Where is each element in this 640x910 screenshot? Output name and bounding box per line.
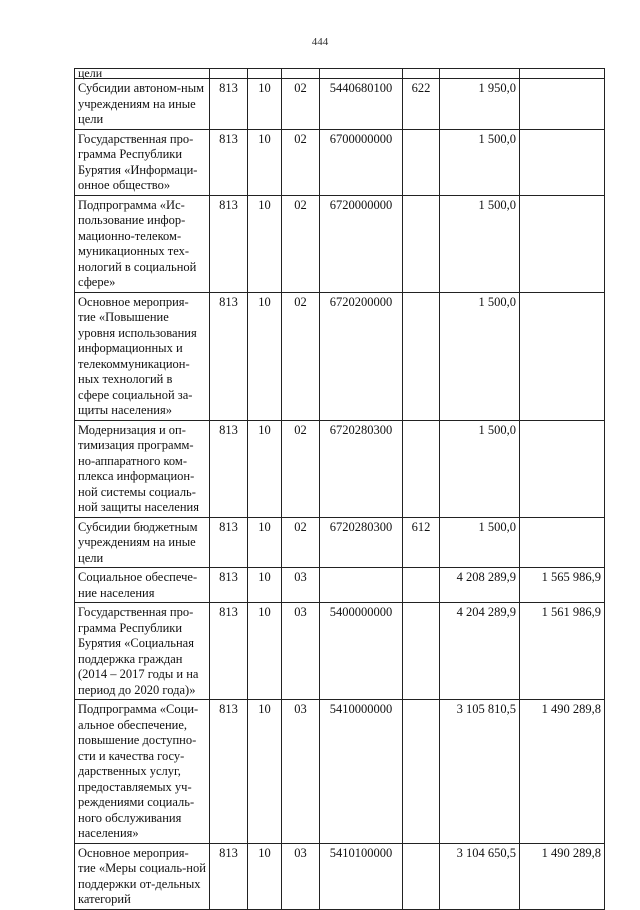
table-row [75, 700, 605, 844]
code-vr [403, 69, 440, 79]
amount-year-1 [440, 69, 520, 79]
code-rz: 10 [248, 603, 282, 700]
code-vr [403, 603, 440, 700]
code-pr: 02 [282, 517, 320, 568]
code-vr: 612 [403, 517, 440, 568]
code-rz: 10 [248, 843, 282, 909]
code-csr: 6720280300 [320, 420, 403, 517]
code-rz: 10 [248, 195, 282, 292]
code-vr [403, 195, 440, 292]
row-name: Социальное обеспече-ние населения [75, 568, 210, 603]
row-name: Основное мероприя-тие «Меры социаль-ной поддержки от-дельных категорий [75, 843, 210, 909]
amount-year-2: 1 565 986,9 [520, 568, 605, 603]
budget-table [74, 68, 605, 910]
code-gr: 813 [210, 843, 248, 909]
code-csr: 6720280300 [320, 517, 403, 568]
amount-year-1: 4 208 289,9 [440, 568, 520, 603]
amount-year-2 [520, 69, 605, 79]
table-row [75, 129, 605, 195]
amount-year-1: 4 204 289,9 [440, 603, 520, 700]
table-row [75, 69, 605, 79]
amount-year-2 [520, 79, 605, 130]
table-row [75, 79, 605, 130]
code-pr: 03 [282, 568, 320, 603]
code-rz: 10 [248, 568, 282, 603]
row-name: Подпрограмма «Ис-пользование инфор-мационно-телеком-муникационных тех-нологий в социальной сфере» [75, 195, 210, 292]
amount-year-1: 3 105 810,5 [440, 700, 520, 844]
code-gr: 813 [210, 420, 248, 517]
row-name: Основное мероприя-тие «Повышение уровня использования информационных и телекоммуникацион-ных технологий в сфере социальной за-щиты населения» [75, 292, 210, 420]
code-vr: 622 [403, 79, 440, 130]
amount-year-1: 1 950,0 [440, 79, 520, 130]
code-pr: 03 [282, 843, 320, 909]
row-name: Модернизация и оп-тимизация программ-но-аппаратного ком-плекса информацион-ной системы социаль-ной защиты населения [75, 420, 210, 517]
code-gr: 813 [210, 700, 248, 844]
code-gr: 813 [210, 79, 248, 130]
row-name: Государственная про-грамма Республики Бурятия «Информаци-онное общество» [75, 129, 210, 195]
code-csr: 5410000000 [320, 700, 403, 844]
table-row [75, 292, 605, 420]
code-pr: 02 [282, 79, 320, 130]
code-vr [403, 420, 440, 517]
table-row [75, 843, 605, 909]
amount-year-1: 1 500,0 [440, 420, 520, 517]
code-csr: 6720200000 [320, 292, 403, 420]
table-row [75, 568, 605, 603]
code-rz: 10 [248, 700, 282, 844]
amount-year-2 [520, 195, 605, 292]
code-csr: 6720000000 [320, 195, 403, 292]
code-rz: 10 [248, 420, 282, 517]
amount-year-2 [520, 129, 605, 195]
code-pr: 02 [282, 195, 320, 292]
code-vr [403, 843, 440, 909]
code-gr: 813 [210, 603, 248, 700]
code-gr: 813 [210, 517, 248, 568]
code-gr: 813 [210, 129, 248, 195]
row-name: Подпрограмма «Соци-альное обеспечение, повышение доступно-сти и качества госу-дарственных услуг, предоставляемых уч-реждениями социаль-ного обслуживания населения» [75, 700, 210, 844]
code-rz: 10 [248, 129, 282, 195]
code-gr: 813 [210, 292, 248, 420]
table-row [75, 195, 605, 292]
amount-year-2: 1 561 986,9 [520, 603, 605, 700]
code-rz [248, 69, 282, 79]
amount-year-1: 3 104 650,5 [440, 843, 520, 909]
amount-year-2 [520, 420, 605, 517]
code-pr: 03 [282, 603, 320, 700]
row-name: Субсидии бюджетным учреждениям на иные цели [75, 517, 210, 568]
amount-year-1: 1 500,0 [440, 129, 520, 195]
table-row [75, 420, 605, 517]
code-csr: 5400000000 [320, 603, 403, 700]
amount-year-1: 1 500,0 [440, 195, 520, 292]
code-pr: 02 [282, 292, 320, 420]
code-vr [403, 292, 440, 420]
code-csr: 6700000000 [320, 129, 403, 195]
row-name: Субсидии автоном-ным учреждениям на иные цели [75, 79, 210, 130]
code-gr: 813 [210, 195, 248, 292]
code-csr: 5440680100 [320, 79, 403, 130]
page-number: 444 [311, 36, 329, 48]
code-pr: 02 [282, 420, 320, 517]
amount-year-2: 1 490 289,8 [520, 843, 605, 909]
amount-year-2 [520, 292, 605, 420]
code-rz: 10 [248, 79, 282, 130]
row-name: Государственная про-грамма Республики Бурятия «Социальная поддержка граждан (2014 – 2017 годы и на период до 2020 года)» [75, 603, 210, 700]
amount-year-1: 1 500,0 [440, 517, 520, 568]
code-vr [403, 129, 440, 195]
code-csr [320, 568, 403, 603]
code-pr: 03 [282, 700, 320, 844]
code-csr [320, 69, 403, 79]
amount-year-2: 1 490 289,8 [520, 700, 605, 844]
code-pr: 02 [282, 129, 320, 195]
amount-year-1: 1 500,0 [440, 292, 520, 420]
code-csr: 5410100000 [320, 843, 403, 909]
code-rz: 10 [248, 517, 282, 568]
code-vr [403, 568, 440, 603]
code-gr [210, 69, 248, 79]
code-vr [403, 700, 440, 844]
table-row [75, 517, 605, 568]
amount-year-2 [520, 517, 605, 568]
code-gr: 813 [210, 568, 248, 603]
code-pr [282, 69, 320, 79]
row-name: цели [75, 69, 210, 79]
code-rz: 10 [248, 292, 282, 420]
table-row [75, 603, 605, 700]
